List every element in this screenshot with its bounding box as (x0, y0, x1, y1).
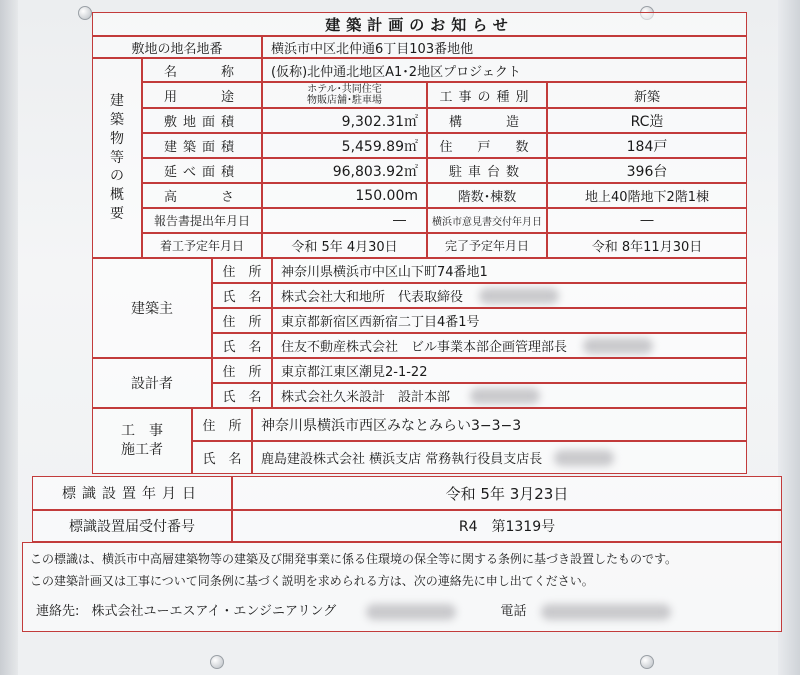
opinion-date-label: 横浜市意見書交付年月日 (427, 208, 547, 233)
report-date-label: 報告書提出年月日 (142, 208, 262, 233)
sign-number-value: R4 第1319号 (232, 510, 782, 542)
contractor-name-label: 氏 名 (192, 441, 252, 474)
owner-address-value: 神奈川県横浜市中区山下町74番地1 (272, 258, 747, 283)
owner-name-value: 株式会社大和地所 代表取締役 (281, 290, 464, 305)
sign-date-value: 令和 5年 3月23日 (232, 476, 782, 510)
contact-row (36, 600, 671, 620)
building-area-value: 5,459.89㎡ (262, 133, 427, 158)
contact-label: 連絡先: (36, 604, 80, 619)
notice-sheet (22, 0, 778, 675)
units-value: 184戸 (547, 133, 747, 158)
note-line-2: この建築計画又は工事について同条例に基づく説明を求められる方は、次の連絡先に申し出てください。 (30, 574, 594, 588)
owner2-name-row (272, 333, 747, 358)
owner-name-label: 氏 名 (212, 283, 272, 308)
parking-value: 396台 (547, 158, 747, 183)
height-value: 150.00m (262, 183, 427, 208)
report-date-value: ― (262, 208, 427, 233)
floors-value: 地上40階地下2階1棟 (547, 183, 747, 208)
owner2-name-label: 氏 名 (212, 333, 272, 358)
site-area-value: 9,302.31㎡ (262, 108, 427, 133)
designer-label: 設計者 (92, 358, 212, 408)
owner2-address-value: 東京都新宿区西新宿二丁目4番1号 (272, 308, 747, 333)
site-address-value: 横浜市中区北仲通6丁目103番地他 (262, 36, 747, 58)
opinion-date-value: ― (547, 208, 747, 233)
structure-label: 構 造 (427, 108, 547, 133)
contractor-address-label: 住 所 (192, 408, 252, 441)
redacted-block (541, 604, 671, 620)
total-floor-area-value: 96,803.92㎡ (262, 158, 427, 183)
name-label: 名 称 (142, 58, 262, 82)
work-type-label: 工事の種別 (427, 82, 547, 108)
work-type-value: 新築 (547, 82, 747, 108)
contractor-name-row (252, 441, 747, 474)
designer-name-label: 氏 名 (212, 383, 272, 408)
note-line-1: この標識は、横浜市中高層建築物等の建築及び開発事業に係る住環境の保全等に関する条例に基づき設置したものです。 (30, 552, 678, 566)
use-label: 用 途 (142, 82, 262, 108)
owner-name-row (272, 283, 747, 308)
owner-address-label: 住 所 (212, 258, 272, 283)
total-floor-area-label: 延べ面積 (142, 158, 262, 183)
height-label: 高 さ (142, 183, 262, 208)
sign-date-label: 標識設置年月日 (32, 476, 232, 510)
site-address-label: 敷地の地名地番 (92, 36, 262, 58)
name-value: (仮称)北仲通北地区A1･2地区プロジェクト (262, 58, 747, 82)
completion-date-label: 完了予定年月日 (427, 233, 547, 258)
redacted-block (583, 338, 653, 354)
building-overview-label: 建 築 物 等 の 概 要 (92, 58, 142, 258)
floors-label: 階数･棟数 (427, 183, 547, 208)
parking-label: 駐車台数 (427, 158, 547, 183)
building-area-label: 建築面積 (142, 133, 262, 158)
contractor-name-value: 鹿島建設株式会社 横浜支店 常務執行役員支店長 (261, 452, 543, 467)
sign-number-label: 標識設置届受付番号 (32, 510, 232, 542)
start-date-label: 着工予定年月日 (142, 233, 262, 258)
contractor-label: 工 事 施工者 (92, 408, 192, 474)
designer-address-value: 東京都江東区潮見2-1-22 (272, 358, 747, 383)
owner2-name-value: 住友不動産株式会社 ビル事業本部企画管理部長 (281, 340, 568, 355)
phone-label: 電話 (500, 604, 527, 619)
structure-value: RC造 (547, 108, 747, 133)
designer-name-value: 株式会社久米設計 設計本部 (281, 390, 451, 405)
board-frame-left (0, 0, 18, 675)
site-area-label: 敷地面積 (142, 108, 262, 133)
contractor-address-value: 神奈川県横浜市西区みなとみらい3−3−3 (252, 408, 747, 441)
redacted-block (470, 388, 540, 404)
completion-date-value: 令和 8年11月30日 (547, 233, 747, 258)
designer-name-row (272, 383, 747, 408)
redacted-block (554, 450, 614, 466)
use-value: ホテル･共同住宅 物販店舗･駐車場 (262, 82, 427, 108)
units-label: 住 戸 数 (427, 133, 547, 158)
start-date-value: 令和 5年 4月30日 (262, 233, 427, 258)
contact-value: 株式会社ユーエスアイ・エンジニアリング (91, 604, 337, 619)
owner2-address-label: 住 所 (212, 308, 272, 333)
redacted-block (366, 604, 456, 620)
owner-label: 建築主 (92, 258, 212, 358)
designer-address-label: 住 所 (212, 358, 272, 383)
redacted-block (479, 288, 559, 304)
page-title: 建築計画のお知らせ (92, 12, 747, 36)
